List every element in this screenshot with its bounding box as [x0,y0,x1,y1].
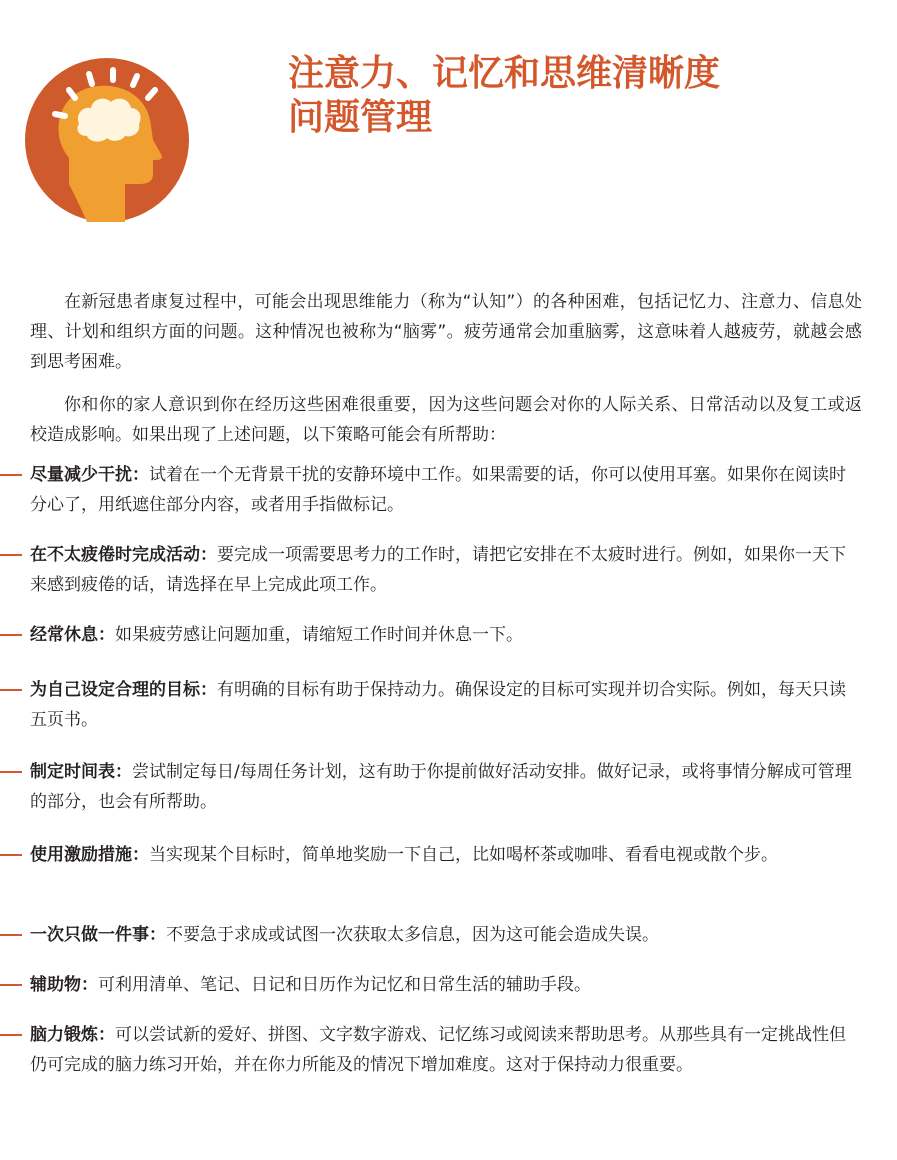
list-item [0,920,862,950]
tip-text: 当实现某个目标时，简单地奖励一下自己，比如喝杯茶或咖啡、看看电视或散个步。 [149,845,778,865]
tip-term: 制定时间表： [30,762,132,782]
intro-paragraph: 你和你的家人意识到你在经历这些困难很重要，因为这些问题会对你的人际关系、日常活动以及复工或返校造成影响。如果出现了上述问题，以下策略可能会有所帮助： [30,395,862,445]
page-title [288,52,720,140]
tip-term: 辅助物： [30,975,98,995]
list-item [0,840,862,870]
intro-paragraph: 在新冠患者康复过程中，可能会出现思维能力（称为“认知”）的各种困难，包括记忆力、注意力、信息处理、计划和组织方面的问题。这种情况也被称为“脑雾”。疲劳通常会加重脑雾，这意味着人越疲劳，就越会感到思考困难。 [30,292,862,372]
tip-term: 脑力锻炼： [30,1025,115,1045]
dash-bullet-icon [0,689,22,691]
list-item [0,460,862,520]
list-item [0,757,862,817]
dash-bullet-icon [0,474,22,476]
tip-text: 如果疲劳感让问题加重，请缩短工作时间并休息一下。 [115,625,523,645]
title-line-1: 注意力、记忆和思维清晰度 [288,53,721,94]
tip-term: 一次只做一件事： [30,925,166,945]
head-brain-icon [25,58,189,222]
tip-text: 可利用清单、笔记、日记和日历作为记忆和日常生活的辅助手段。 [98,975,591,995]
tip-term: 尽量减少干扰： [30,465,149,485]
list-item [0,540,862,600]
dash-bullet-icon [0,634,22,636]
intro-section [30,287,862,463]
dash-bullet-icon [0,771,22,773]
dash-bullet-icon [0,934,22,936]
tip-text: 要完成一项需要思考力的工作时，请把它安排在不太疲时进行。例如，如果你一天下来感到疲倦的话，请选择在早上完成此项工作。 [30,545,846,595]
dash-bullet-icon [0,1034,22,1036]
dash-bullet-icon [0,984,22,986]
tip-term: 在不太疲倦时完成活动： [30,545,217,565]
tip-text: 尝试制定每日/每周任务计划，这有助于你提前做好活动安排。做好记录，或将事情分解成可管理的部分，也会有所帮助。 [30,762,852,812]
list-item [0,1020,862,1080]
tip-term: 经常休息： [30,625,115,645]
title-line-2: 问题管理 [288,97,433,138]
dash-bullet-icon [0,554,22,556]
list-item [0,970,862,1000]
list-item [0,620,862,650]
page-header [0,0,897,240]
tip-term: 为自己设定合理的目标： [30,680,217,700]
tip-term: 使用激励措施： [30,845,149,865]
tip-text: 有明确的目标有助于保持动力。确保设定的目标可实现并切合实际。例如，每天只读五页书。 [30,680,846,730]
dash-bullet-icon [0,854,22,856]
tip-text: 不要急于求成或试图一次获取太多信息，因为这可能会造成失误。 [166,925,659,945]
tip-text: 试着在一个无背景干扰的安静环境中工作。如果需要的话，你可以使用耳塞。如果你在阅读时分心了，用纸遮住部分内容，或者用手指做标记。 [30,465,846,515]
list-item [0,675,862,735]
tip-text: 可以尝试新的爱好、拼图、文字数字游戏、记忆练习或阅读来帮助思考。从那些具有一定挑战性但仍可完成的脑力练习开始，并在你力所能及的情况下增加难度。这对于保持动力很重要。 [30,1025,846,1075]
